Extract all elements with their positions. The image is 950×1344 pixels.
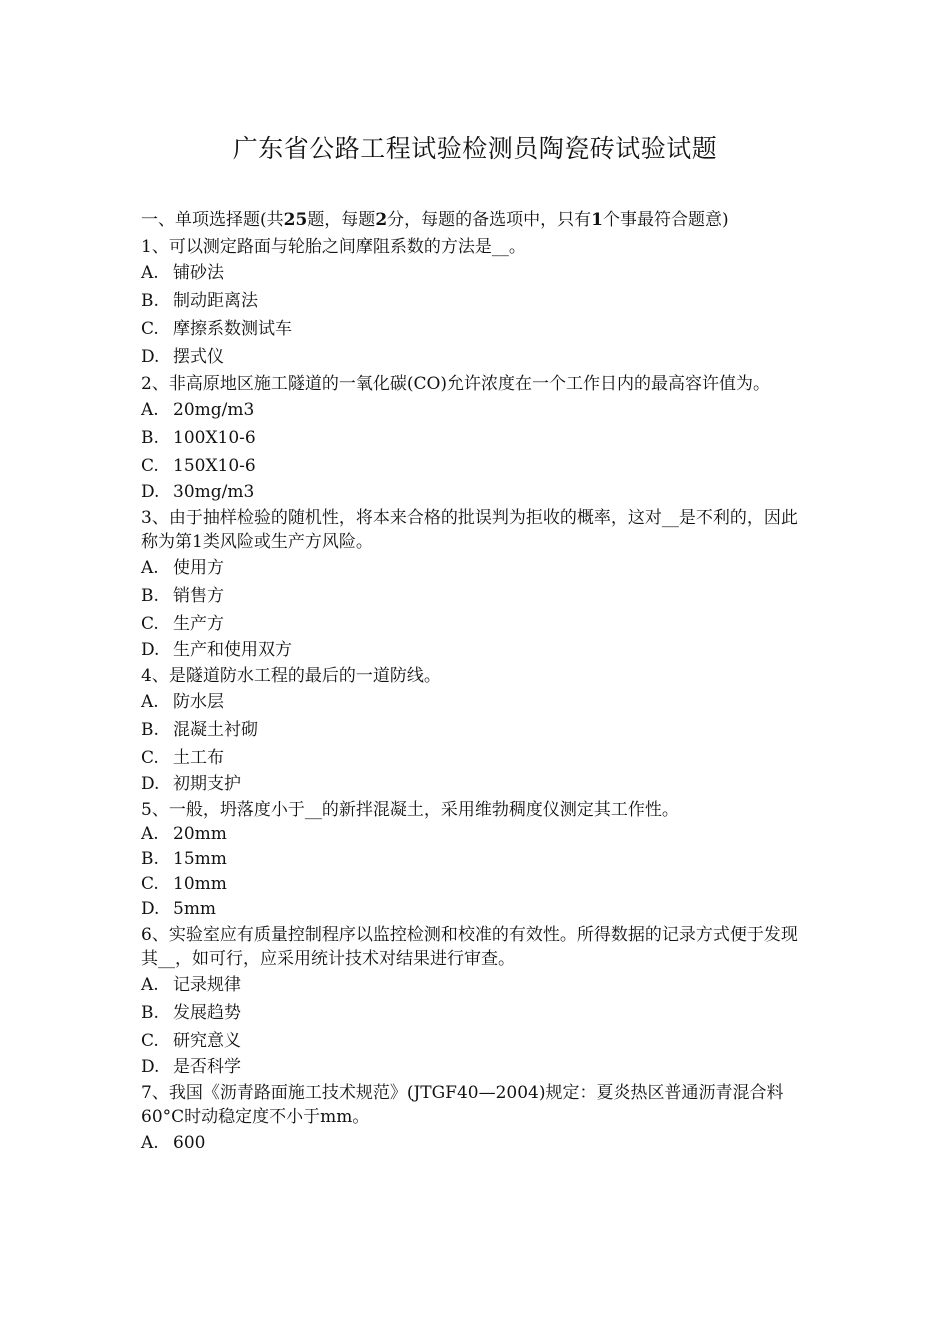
option-letter: C. [141,874,159,894]
option-c [141,315,806,343]
option-d [141,772,806,797]
option-text: 铺砂法 [173,263,224,283]
option-text: 制动距离法 [173,291,258,311]
option-text: 记录规律 [173,975,241,995]
option-c [141,1027,806,1055]
option-text: 土工布 [173,748,224,768]
option-text: 20mg/m3 [173,400,255,420]
option-c [141,452,806,480]
option-text: 研究意义 [173,1031,241,1051]
section-mid1: 题，每题 [307,210,376,230]
option-letter: A. [141,975,159,995]
option-d [141,480,806,505]
option-a [141,822,806,847]
option-letter: D. [141,1057,160,1077]
option-letter: D. [141,899,160,919]
section-mid2: 分，每题的备选项中，只有 [387,210,592,230]
question-2 [141,372,806,505]
option-text: 生产方 [173,614,224,634]
option-c [141,872,806,897]
option-text: 摩擦系数测试车 [173,319,292,339]
option-letter: C. [141,614,159,634]
option-letter: B. [141,586,159,606]
question-text: 7、我国《沥青路面施工技术规范》(JTGF40—2004)规定：夏炎热区普通沥青混合料60°C时动稳定度不小于mm。 [141,1083,784,1127]
question-text: 4、是隧道防水工程的最后的一道防线。 [141,666,441,686]
option-letter: B. [141,291,159,311]
option-text: 混凝土衬砌 [173,720,258,740]
option-letter: B. [141,428,159,448]
section-suffix: 个事最符合题意) [603,210,729,230]
option-text: 15mm [173,849,227,869]
option-letter: B. [141,1003,159,1023]
question-5 [141,798,806,922]
option-text: 发展趋势 [173,1003,241,1023]
option-text: 5mm [173,899,217,919]
question-text: 1、可以测定路面与轮胎之间摩阻系数的方法是__。 [141,237,526,257]
question-4 [141,664,806,797]
section-one: 1 [591,210,603,230]
option-a [141,259,806,287]
option-text: 20mm [173,824,227,844]
question-text: 6、实验室应有质量控制程序以监控检测和校准的有效性。所得数据的记录方式便于发现其__，如可行，应采用统计技术对结果进行审查。 [141,925,798,969]
option-text: 600 [173,1133,206,1153]
question-text: 3、由于抽样检验的随机性，将本来合格的批误判为拒收的概率，这对__是不利的，因此称为第1类风险或生产方风险。 [141,508,798,552]
question-1 [141,235,806,371]
section-points: 2 [375,210,388,230]
option-text: 摆式仪 [173,347,224,367]
option-text: 100X10-6 [173,428,256,448]
option-text: 30mg/m3 [173,482,255,502]
option-a [141,688,806,716]
option-b [141,999,806,1027]
option-letter: C. [141,456,159,476]
option-letter: B. [141,849,159,869]
option-c [141,744,806,772]
option-text: 10mm [173,874,227,894]
question-text: 5、一般，坍落度小于__的新拌混凝土，采用维勃稠度仪测定其工作性。 [141,800,679,820]
option-letter: D. [141,774,160,794]
option-text: 生产和使用双方 [173,640,292,660]
option-b [141,847,806,872]
option-text: 使用方 [173,558,224,578]
option-letter: D. [141,640,160,660]
option-letter: B. [141,720,159,740]
document-body [141,208,806,1157]
option-letter: C. [141,1031,159,1051]
option-letter: D. [141,347,160,367]
option-b [141,287,806,315]
option-a [141,554,806,582]
section-count: 25 [283,210,308,230]
option-letter: A. [141,558,159,578]
option-text: 是否科学 [173,1057,241,1077]
section-prefix: 一、单项选择题(共 [141,210,284,230]
question-3 [141,506,806,663]
option-d [141,638,806,663]
option-letter: D. [141,482,160,502]
option-letter: A. [141,263,159,283]
option-letter: A. [141,400,159,420]
document-title: 广东省公路工程试验检测员陶瓷砖试验试题 [232,134,718,163]
option-letter: A. [141,824,159,844]
option-letter: A. [141,1133,159,1153]
option-letter: C. [141,748,159,768]
option-d [141,1055,806,1080]
option-d [141,343,806,371]
option-d [141,897,806,922]
question-6 [141,923,806,1080]
question-7 [141,1081,806,1157]
option-a [141,396,806,424]
option-text: 初期支护 [173,774,241,794]
option-a [141,1129,806,1157]
section-heading [141,208,806,232]
question-text: 2、非高原地区施工隧道的一氧化碳(CO)允许浓度在一个工作日内的最高容许值为。 [141,374,771,394]
option-b [141,424,806,452]
option-letter: C. [141,319,159,339]
option-c [141,610,806,638]
option-text: 防水层 [173,692,224,712]
option-a [141,971,806,999]
option-text: 销售方 [173,586,224,606]
option-b [141,582,806,610]
option-letter: A. [141,692,159,712]
option-text: 150X10-6 [173,456,256,476]
option-b [141,716,806,744]
